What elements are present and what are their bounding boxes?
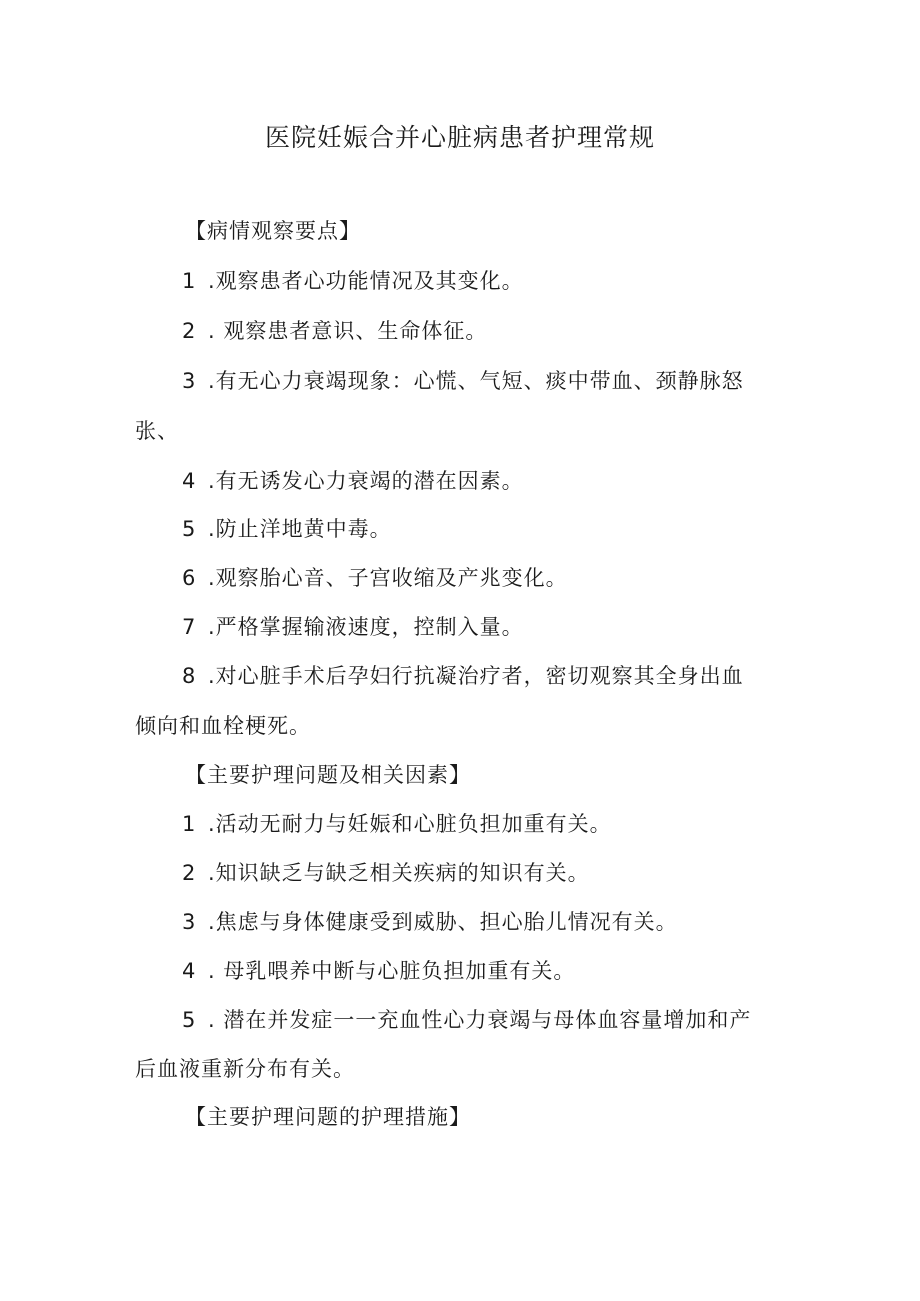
item-text: . 潜在并发症一一充血性心力衰竭与母体血容量增加和产 xyxy=(208,1008,752,1032)
item-continuation: 张、 xyxy=(135,419,179,443)
item-number: 4 xyxy=(182,469,197,493)
item-number: 3 xyxy=(182,910,197,934)
item-text: .知识缺乏与缺乏相关疾病的知识有关。 xyxy=(208,861,590,885)
item-continuation: 后血液重新分布有关。 xyxy=(135,1057,355,1081)
list-item xyxy=(182,563,568,593)
item-text: . 观察患者意识、生命体征。 xyxy=(208,319,488,343)
section-heading-measures: 【主要护理问题的护理措施】 xyxy=(185,1105,471,1129)
item-text: .严格掌握输液速度，控制入量。 xyxy=(208,615,524,639)
list-item xyxy=(182,366,744,396)
item-number: 3 xyxy=(182,369,197,393)
list-item xyxy=(182,1005,751,1035)
list-item xyxy=(182,612,524,642)
list-item xyxy=(182,661,744,691)
list-item xyxy=(182,514,392,544)
section-heading-problems: 【主要护理问题及相关因素】 xyxy=(185,763,471,787)
item-text: .焦虑与身体健康受到威胁、担心胎儿情况有关。 xyxy=(208,910,678,934)
item-number: 8 xyxy=(182,664,197,688)
item-text: .有无诱发心力衰竭的潜在因素。 xyxy=(208,469,524,493)
item-number: 4 xyxy=(182,959,197,983)
section-heading-observation: 【病情观察要点】 xyxy=(185,219,361,243)
item-text: . 母乳喂养中断与心脏负担加重有关。 xyxy=(208,959,576,983)
item-text: .有无心力衰竭现象：心慌、气短、痰中带血、颈静脉怒 xyxy=(208,369,744,393)
item-text: .活动无耐力与妊娠和心脏负担加重有关。 xyxy=(208,812,612,836)
list-item xyxy=(182,907,678,937)
list-item xyxy=(182,466,524,496)
item-number: 2 xyxy=(182,861,197,885)
item-number: 5 xyxy=(182,1008,197,1032)
item-text: .对心脏手术后孕妇行抗凝治疗者，密切观察其全身出血 xyxy=(208,664,744,688)
document-title: 医院妊娠合并心脏病患者护理常规 xyxy=(264,123,655,152)
list-item xyxy=(182,956,575,986)
item-number: 7 xyxy=(182,615,197,639)
item-continuation: 倾向和血栓梗死。 xyxy=(135,714,311,738)
item-number: 1 xyxy=(182,812,197,836)
item-number: 5 xyxy=(182,517,197,541)
list-item xyxy=(182,858,590,888)
item-text: .观察患者心功能情况及其变化。 xyxy=(208,269,524,293)
item-text: .观察胎心音、子宫收缩及产兆变化。 xyxy=(208,566,568,590)
list-item xyxy=(182,266,524,296)
item-number: 6 xyxy=(182,566,197,590)
item-number: 2 xyxy=(182,319,197,343)
list-item xyxy=(182,316,487,346)
item-text: .防止洋地黄中毒。 xyxy=(208,517,392,541)
list-item xyxy=(182,809,612,839)
item-number: 1 xyxy=(182,269,197,293)
